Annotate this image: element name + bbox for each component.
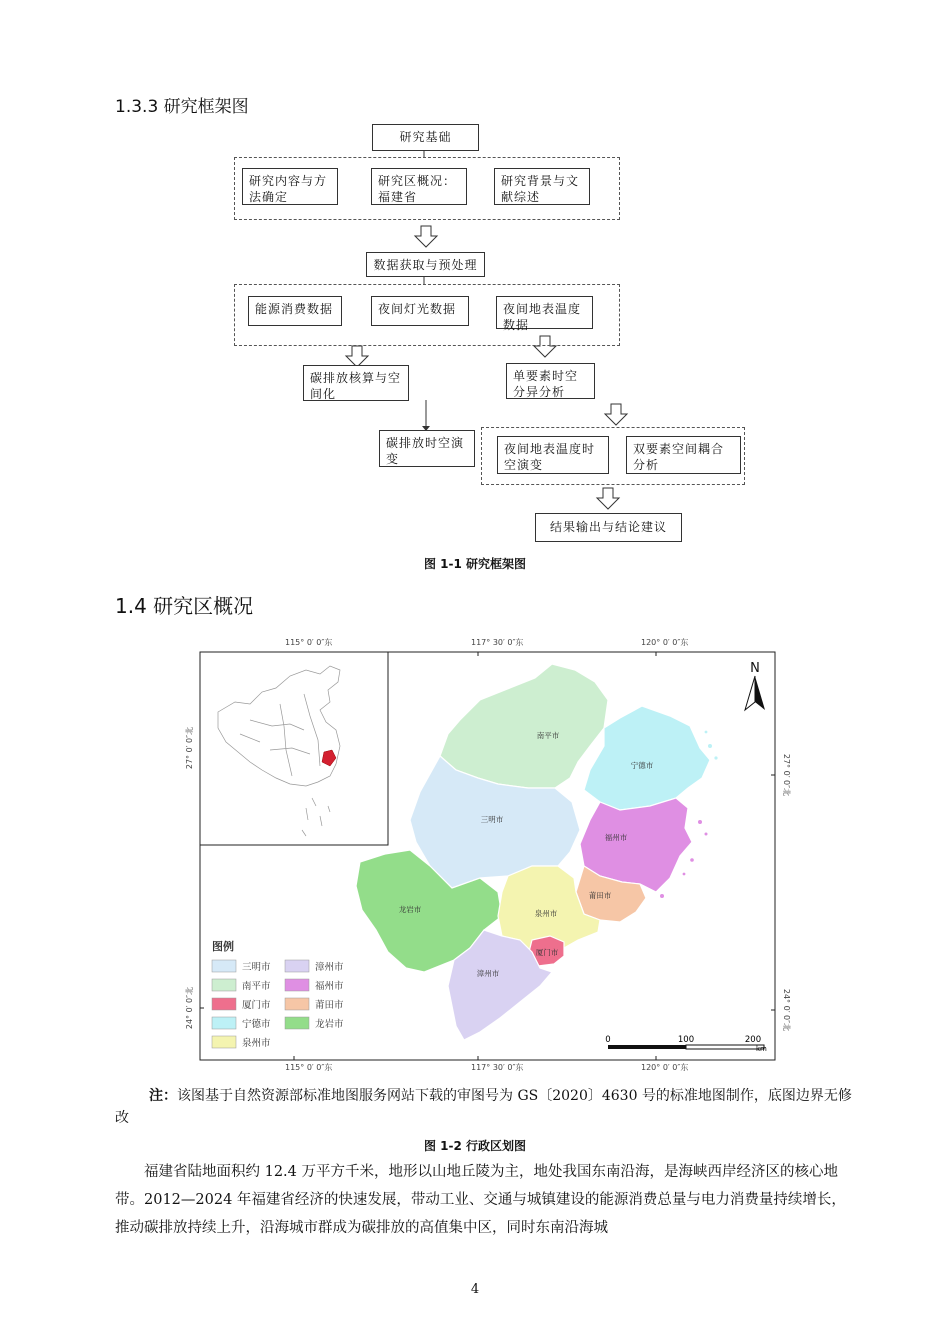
city-label: 厦门市 [535, 948, 559, 957]
legend-label: 漳州市 [315, 962, 344, 973]
figure-caption-1-1: 图 1-1 研究框架图 [423, 557, 527, 571]
legend-swatch [212, 1017, 236, 1029]
lon-label-top: 115° 0′ 0″东 [285, 638, 333, 647]
city-label: 三明市 [480, 815, 504, 824]
scale-label: 200 [744, 1035, 762, 1045]
legend-swatch [285, 960, 309, 972]
lat-label-left: 27° 0′ 0″北 [185, 726, 194, 770]
city-label: 龙岩市 [398, 905, 422, 914]
scale-label: 100 [677, 1035, 695, 1045]
node-content-method: 研究内容与方法确定 [242, 168, 338, 205]
north-label: N [750, 661, 760, 676]
node-carbon-evolution: 碳排放时空演变 [379, 430, 475, 467]
flowchart-arrows [0, 0, 950, 560]
down-arrow [605, 404, 627, 425]
legend-label: 厦门市 [242, 1000, 271, 1011]
down-arrow [415, 226, 437, 247]
legend-label: 宁德市 [242, 1019, 271, 1030]
legend-label: 龙岩市 [315, 1019, 344, 1030]
note-text: 该图基于自然资源部标准地图服务网站下载的审图号为 GS〔2020〕4630 号的标准地图制作，底图边界无修改 [115, 1088, 852, 1126]
legend-swatch [212, 1036, 236, 1048]
legend-swatch [212, 998, 236, 1010]
city-label: 宁德市 [630, 761, 654, 770]
scale-label: 0 [605, 1035, 611, 1045]
map-note [115, 1085, 865, 1129]
body-paragraph: 福建省陆地面积约 12.4 万平方千米，地形以山地丘陵为主，地处我国东南沿海，是海峡西岸经济区的核心地带。2012—2024 年福建省经济的快速发展，带动工业、交通与城镇建设的能源消费总量与电力消费量持续增长，推动碳排放持续上升，沿海城市群成为碳排放的高值集中区，同时东南沿海城 [115, 1164, 846, 1236]
legend-label: 泉州市 [242, 1038, 271, 1049]
node-night-light-data: 夜间灯光数据 [371, 296, 469, 326]
lat-label-right: 24° 0′ 0″北 [782, 988, 791, 1032]
legend-swatch [285, 998, 309, 1010]
city-label: 漳州市 [476, 969, 500, 978]
node-study-area: 研究区概况：福建省 [371, 168, 467, 205]
down-arrow [346, 346, 368, 367]
lon-label-top: 120° 0′ 0″东 [641, 638, 689, 647]
lon-label-top: 117° 30′ 0″东 [471, 638, 524, 647]
scale-unit: km [756, 1045, 767, 1053]
lat-label-left: 24° 0′ 0″北 [185, 986, 194, 1030]
lat-label-right: 27° 0′ 0″北 [782, 753, 791, 797]
node-night-lst-data: 夜间地表温度数据 [496, 296, 593, 329]
legend-label: 莆田市 [315, 1000, 344, 1011]
legend-swatch [285, 979, 309, 991]
city-label: 莆田市 [588, 891, 612, 900]
legend-swatch [212, 960, 236, 972]
legend-label: 福州市 [315, 981, 344, 992]
city-label: 泉州市 [534, 909, 558, 918]
lon-label-bottom: 117° 30′ 0″东 [471, 1063, 524, 1072]
legend-title: 图例 [212, 940, 234, 953]
legend-label: 三明市 [242, 962, 271, 973]
administrative-map [180, 630, 790, 1075]
legend-label: 南平市 [242, 981, 271, 992]
node-coupling-analysis: 双要素空间耦合分析 [626, 436, 741, 474]
lon-label-bottom: 115° 0′ 0″东 [285, 1063, 333, 1072]
legend-swatch [285, 1017, 309, 1029]
node-carbon-accounting: 碳排放核算与空间化 [303, 365, 409, 401]
legend-swatch [212, 979, 236, 991]
lon-label-bottom: 120° 0′ 0″东 [641, 1063, 689, 1072]
page-number: 4 [470, 1282, 480, 1297]
node-result-output: 结果输出与结论建议 [535, 513, 682, 542]
down-arrow [597, 488, 619, 509]
node-literature-review: 研究背景与文献综述 [494, 168, 590, 205]
node-data-acquisition: 数据获取与预处理 [366, 252, 485, 277]
node-energy-data: 能源消费数据 [248, 296, 342, 326]
figure-caption-1-2: 图 1-2 行政区划图 [423, 1139, 527, 1153]
node-research-basis: 研究基础 [372, 124, 479, 151]
city-label: 福州市 [604, 833, 628, 842]
city-label: 南平市 [536, 731, 560, 740]
note-label: 注： [149, 1088, 177, 1104]
node-lst-evolution: 夜间地表温度时空演变 [497, 436, 609, 474]
node-single-factor: 单要素时空分异分析 [506, 363, 595, 399]
section-heading-1-3-3: 1.3.3 研究框架图 [115, 97, 249, 117]
section-heading-1-4: 1.4 研究区概况 [115, 594, 254, 618]
